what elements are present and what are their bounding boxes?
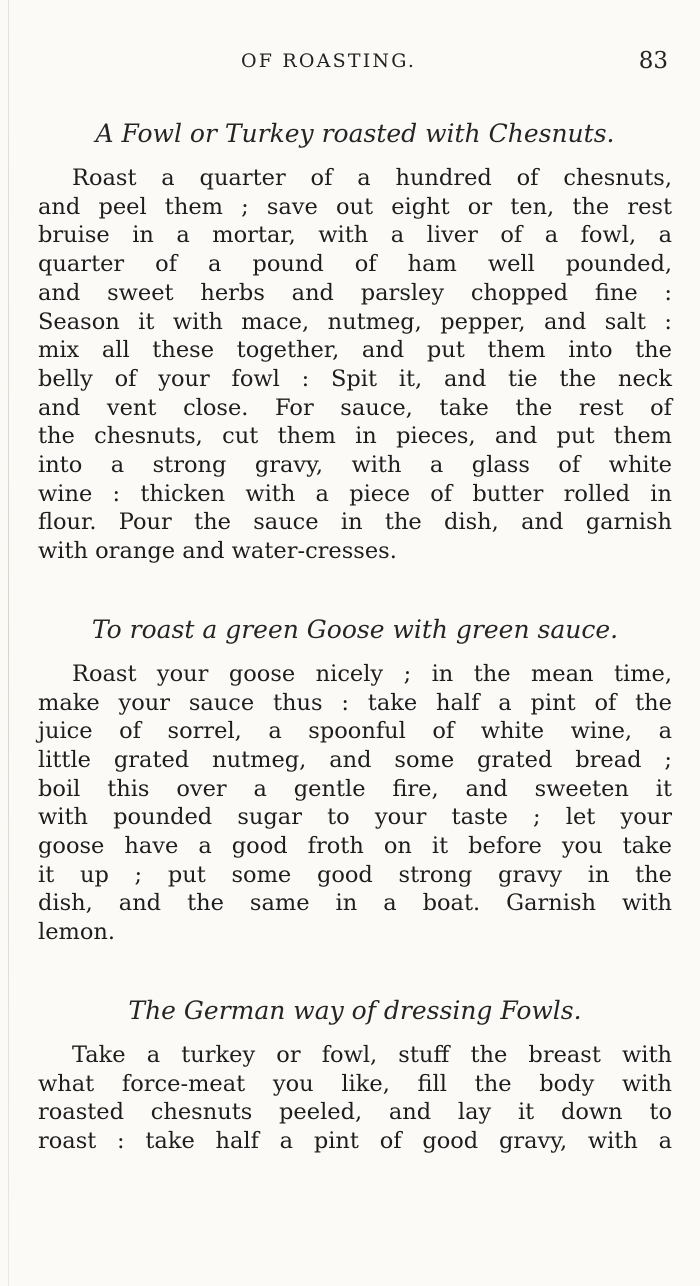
recipe-text-green-goose [38, 660, 672, 947]
text-line: with pounded sugar to your taste ; let your [38, 804, 672, 831]
text-line: and sweet herbs and parsley chopped fine : [38, 279, 672, 306]
text-line: roasted chesnuts peeled, and lay it down to [38, 1099, 672, 1126]
text-line: flour. Pour the sauce in the dish, and garnish [38, 509, 672, 536]
text-line: belly of your fowl : Spit it, and tie the neck [38, 365, 672, 392]
text-line: mix all these together, and put them into the [38, 337, 672, 364]
text-line: Take a turkey or fowl, stuff the breast with [72, 1041, 672, 1068]
text-line: goose have a good froth on it before you take [38, 833, 672, 860]
text-line: Season it with mace, nutmeg, pepper, and salt : [38, 308, 672, 335]
recipe-heading-fowl-chesnuts: A Fowl or Turkey roasted with Chesnuts. [95, 119, 615, 148]
running-head: OF ROASTING. [241, 50, 417, 72]
text-line: what force-meat you like, fill the body with [38, 1070, 672, 1097]
text-line: boil this over a gentle fire, and sweeten it [38, 775, 672, 802]
text-line: lemon. [38, 919, 116, 946]
recipe-heading-green-goose: To roast a green Goose with green sauce. [91, 614, 619, 644]
text-line: it up ; put some good strong gravy in the [38, 861, 672, 888]
text-line: quarter of a pound of ham well pounded, [38, 251, 672, 278]
text-line: wine : thicken with a piece of butter rolled in [38, 480, 672, 507]
text-line: and vent close. For sauce, take the rest of [38, 394, 672, 421]
text-line: juice of sorrel, a spoonful of white wine, a [38, 718, 672, 745]
recipe-text-fowl-chesnuts [38, 164, 672, 566]
recipe-text-german-fowls [38, 1041, 672, 1156]
text-line: Roast a quarter of a hundred of chesnuts, [72, 165, 672, 191]
text-line: make your sauce thus : take half a pint of the [38, 689, 672, 716]
text-line: with orange and water-cresses. [38, 538, 397, 565]
text-line: bruise in a mortar, with a liver of a fowl, a [38, 222, 672, 249]
text-line: dish, and the same in a boat. Garnish with [38, 890, 672, 917]
page-header [38, 0, 672, 74]
text-line: into a strong gravy, with a glass of white [38, 452, 672, 479]
page-edge [8, 0, 9, 1286]
text-line: Roast your goose nicely ; in the mean time, [72, 660, 672, 687]
page-number: 83 [638, 48, 668, 74]
recipe-heading-german-fowls: The German way of dressing Fowls. [128, 995, 582, 1025]
text-line: and peel them ; save out eight or ten, the rest [38, 193, 672, 220]
text-line: little grated nutmeg, and some grated bread ; [38, 746, 672, 773]
text-line: the chesnuts, cut them in pieces, and put them [38, 423, 672, 450]
text-line: roast : take half a pint of good gravy, with a [38, 1127, 672, 1154]
